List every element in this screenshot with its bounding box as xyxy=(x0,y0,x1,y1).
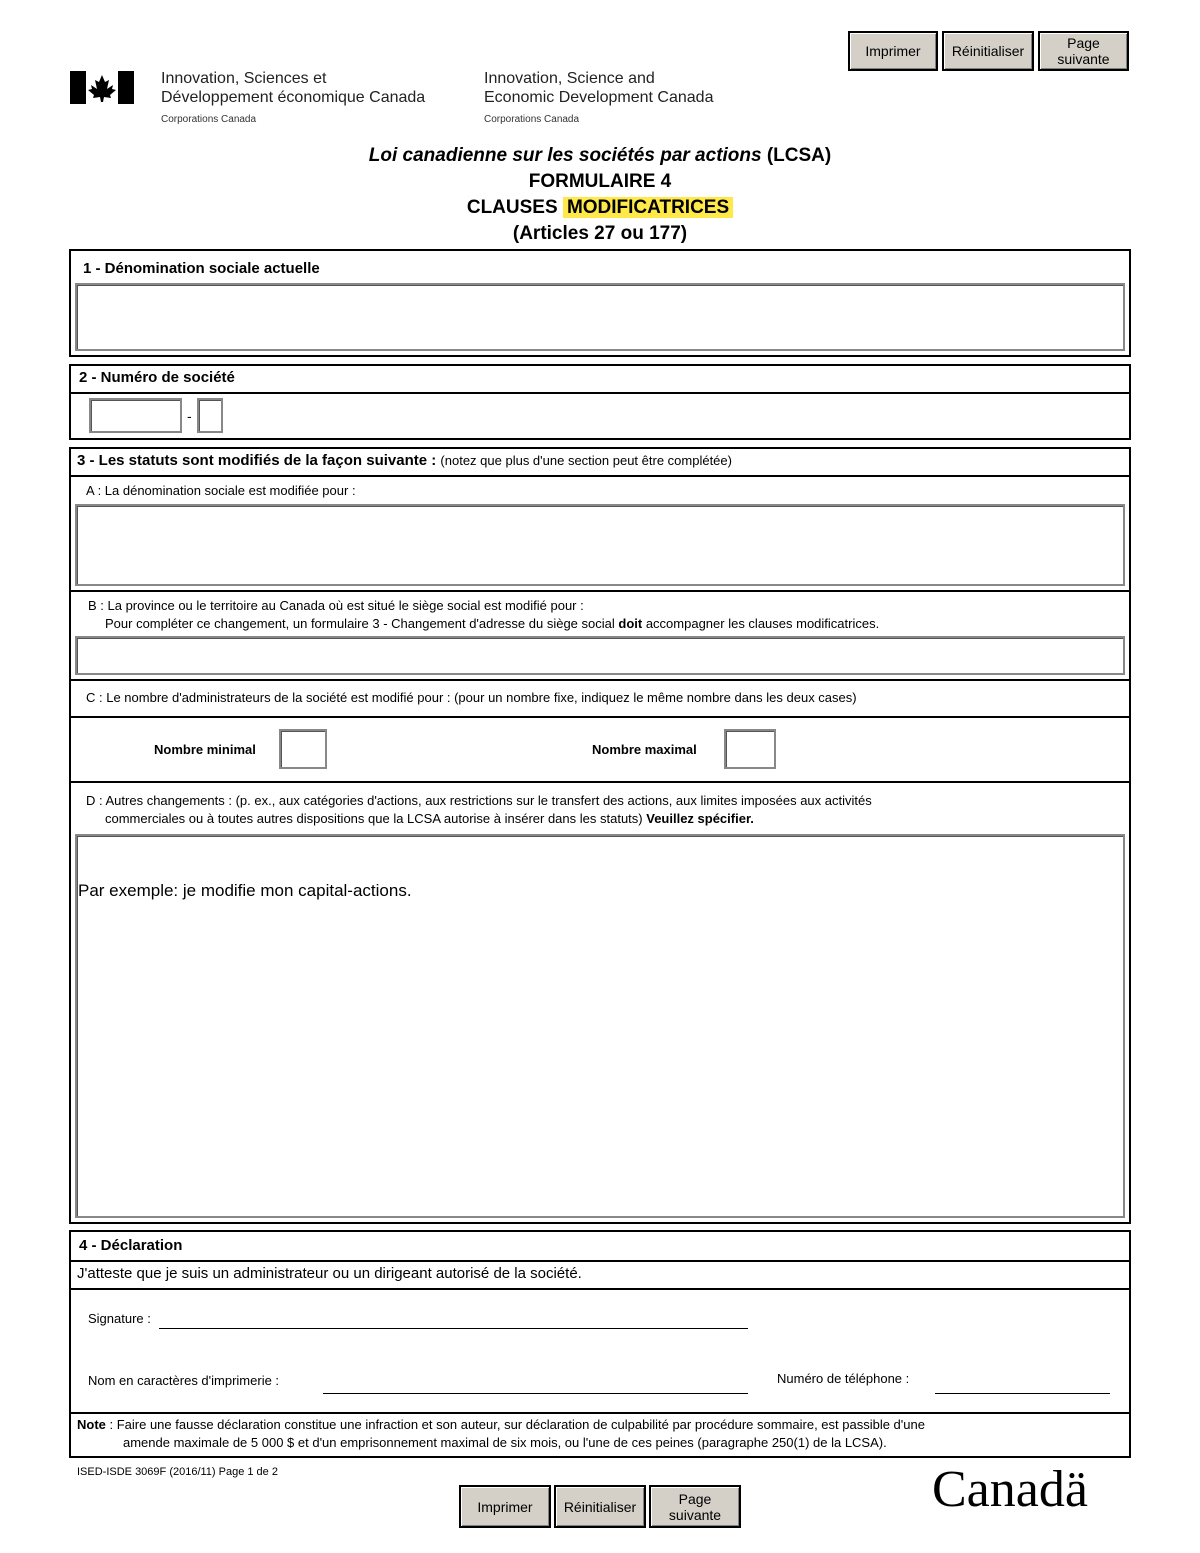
note-line1 xyxy=(77,1417,925,1432)
section-3-divider-b xyxy=(69,679,1131,681)
min-directors-field[interactable] xyxy=(279,729,327,769)
section-4-divider-1 xyxy=(69,1260,1131,1262)
dept-fr-sub: Corporations Canada xyxy=(161,114,257,125)
next-page-label-line1: Page xyxy=(1067,35,1100,51)
section-3d-specify: Veuillez spécifier. xyxy=(646,811,754,826)
next-page-label-line2: suivante xyxy=(1057,51,1110,67)
corporation-number-dash: - xyxy=(187,408,192,424)
reset-button-label: Réinitialiser xyxy=(951,43,1025,59)
print-button-bottom[interactable] xyxy=(459,1485,551,1528)
act-title-italic: Loi canadienne sur les sociétés par actions xyxy=(368,145,762,166)
act-abbr: (LCSA) xyxy=(761,145,832,166)
next-page-button[interactable] xyxy=(1038,31,1129,71)
dept-en-line1: Innovation, Science and xyxy=(484,70,655,87)
section-4-label: 4 - Déclaration xyxy=(79,1237,183,1254)
print-button[interactable] xyxy=(848,31,938,71)
signature-line[interactable] xyxy=(159,1328,748,1329)
canada-flag-icon xyxy=(70,71,134,104)
min-directors-label: Nombre minimal xyxy=(154,742,256,757)
printed-name-line[interactable] xyxy=(323,1393,748,1394)
act-title xyxy=(0,145,1200,167)
next-page-bottom-line1: Page xyxy=(678,1490,712,1507)
section-4-divider-2 xyxy=(69,1288,1131,1290)
dept-en-line2: Economic Development Canada xyxy=(484,89,714,106)
section-3d-line2-text: commerciales ou à toutes autres dispositions que la LCSA autorise à insérer dans les statuts) xyxy=(105,811,647,826)
section-3a-label: A : La dénomination sociale est modifiée pour : xyxy=(86,483,356,498)
section-3-divider-c-inner xyxy=(69,716,1131,718)
print-button-label: Imprimer xyxy=(865,43,921,59)
form-subject xyxy=(0,197,1200,219)
section-3-label-bold: 3 - Les statuts sont modifiés de la façon suivante : xyxy=(77,452,441,469)
note-bold: Note xyxy=(77,1417,106,1432)
phone-line[interactable] xyxy=(935,1393,1110,1394)
section-3b-line2-a: Pour compléter ce changement, un formulaire 3 - Changement d'adresse du siège social xyxy=(105,616,619,631)
reset-button[interactable] xyxy=(942,31,1034,71)
printed-name-label: Nom en caractères d'imprimerie : xyxy=(88,1373,280,1388)
section-3-note: (notez que plus d'une section peut être complétée) xyxy=(440,453,732,468)
section-3c-label: C : Le nombre d'administrateurs de la société est modifié pour : (pour un nombre fixe, indiquez le même nombre dans les deux cases) xyxy=(86,690,857,705)
form-number: FORMULAIRE 4 xyxy=(528,171,672,192)
max-directors-field[interactable] xyxy=(724,729,776,769)
other-changes-field[interactable] xyxy=(75,834,1125,1218)
articles-reference: (Articles 27 ou 177) xyxy=(512,223,688,244)
section-2-label: 2 - Numéro de société xyxy=(79,369,235,386)
clauses-highlight: MODIFICATRICES xyxy=(563,197,733,218)
dept-en-sub: Corporations Canada xyxy=(484,114,580,125)
section-3b-label-line2 xyxy=(105,616,879,631)
reset-button-bottom[interactable] xyxy=(554,1485,646,1528)
print-button-bottom-label: Imprimer xyxy=(477,1498,533,1515)
section-2-divider xyxy=(69,392,1131,394)
corporation-number-suffix-field[interactable] xyxy=(197,398,223,433)
signature-label: Signature : xyxy=(88,1311,151,1326)
section-3-divider-c xyxy=(69,781,1131,783)
other-changes-value: Par exemple: je modifie mon capital-actions. xyxy=(78,881,412,900)
form-identifier: ISED-ISDE 3069F (2016/11) Page 1 de 2 xyxy=(77,1466,278,1478)
section-4-divider-3 xyxy=(69,1412,1131,1414)
max-directors-label: Nombre maximal xyxy=(592,742,697,757)
section-3-label xyxy=(77,452,732,469)
dept-fr-line1: Innovation, Sciences et xyxy=(161,70,327,87)
section-3b-line2-b: accompagner les clauses modificatrices. xyxy=(642,616,880,631)
section-3-divider-a xyxy=(69,590,1131,592)
corporation-number-field[interactable] xyxy=(89,398,182,433)
province-field[interactable] xyxy=(75,636,1125,675)
phone-label: Numéro de téléphone : xyxy=(777,1371,910,1386)
next-page-bottom-line2: suivante xyxy=(668,1506,722,1523)
section-1-label: 1 - Dénomination sociale actuelle xyxy=(83,260,320,277)
section-3d-label-line2 xyxy=(105,811,754,826)
attestation-text: J'atteste que je suis un administrateur ou un dirigeant autorisé de la société. xyxy=(77,1265,582,1282)
new-name-field[interactable] xyxy=(75,504,1125,586)
reset-button-bottom-label: Réinitialiser xyxy=(563,1498,637,1515)
note-text-1: : Faire une fausse déclaration constitue une infraction et son auteur, sur déclaration de culpabilité par procédure sommaire, est passible d'une xyxy=(105,1417,925,1432)
section-3-divider-header xyxy=(69,475,1131,477)
current-name-field[interactable] xyxy=(75,283,1125,351)
section-3d-label-line1: D : Autres changements : (p. ex., aux catégories d'actions, aux restrictions sur le transfert des actions, aux limites imposées aux activités xyxy=(86,793,872,808)
note-line2: amende maximale de 5 000 $ et d'un emprisonnement maximal de six mois, ou l'une de ces peines (paragraphe 250(1) de la LCSA). xyxy=(123,1435,887,1450)
canada-wordmark: Canadä xyxy=(932,1461,1088,1518)
clauses-word: CLAUSES xyxy=(466,197,563,218)
next-page-button-bottom[interactable] xyxy=(649,1485,741,1528)
section-3b-label-line1: B : La province ou le territoire au Canada où est situé le siège social est modifié pour : xyxy=(88,598,584,613)
section-3b-line2-bold: doit xyxy=(618,616,643,631)
dept-fr-line2: Développement économique Canada xyxy=(161,89,426,106)
